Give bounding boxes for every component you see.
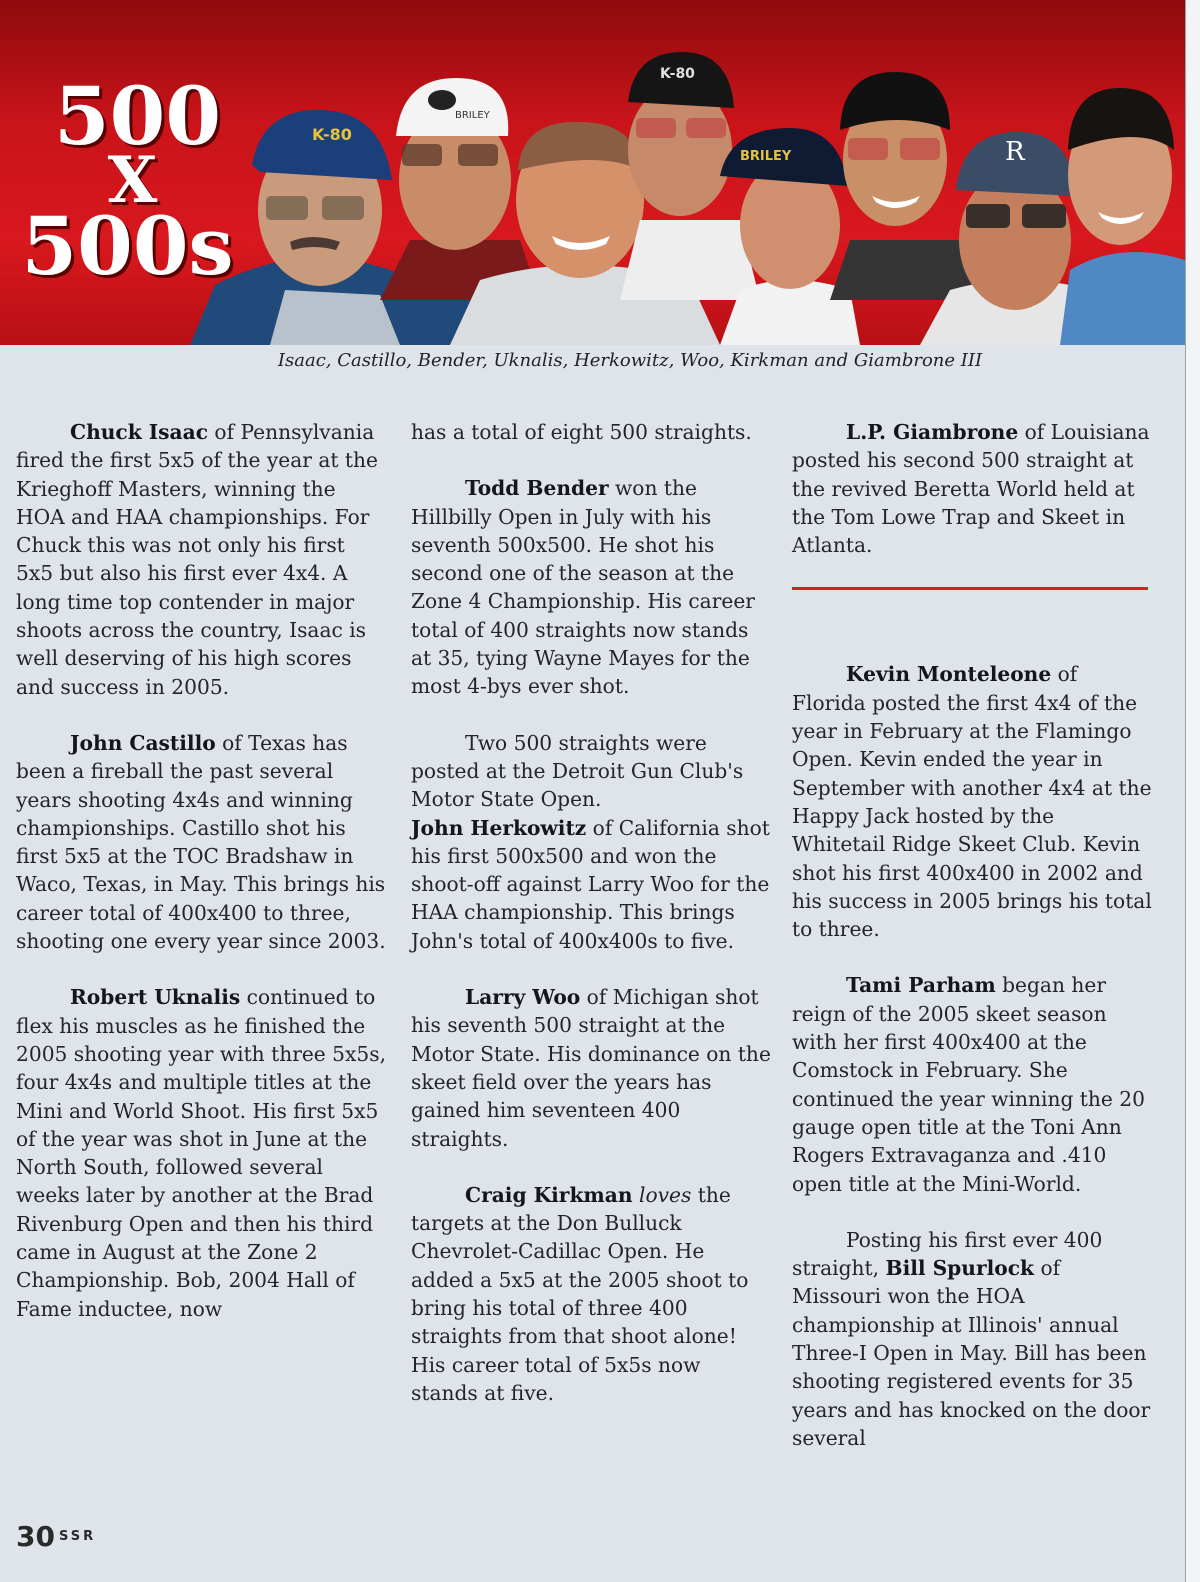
paragraph-uknalis: [16, 983, 388, 1323]
headline-line-2: X: [107, 143, 158, 218]
paragraph-isaac: [16, 418, 388, 701]
text-bender: won the Hillbilly Open in July with his seventh 500x500. He shot his second one of the season at the Zone 4 Championship. His career total of 400 straights now stands at 35, tying Wayne Mayes for the most 4-bys ever shot.: [411, 476, 755, 699]
headline-line-1: 500: [54, 69, 221, 163]
text-spurlock: of Missouri won the HOA championship at Illinois' annual Three-I Open in May. Bill has been shooting registered events for 35 years and has knocked on the door several: [792, 1256, 1151, 1450]
section-divider: [792, 587, 1148, 590]
paragraph-kirkman: [411, 1181, 771, 1407]
cap-label-2: BRILEY: [455, 110, 490, 121]
text-uknalis: continued to flex his muscles as he finished the 2005 shooting year with three 5x5s, four 4x4s and multiple titles at the Mini and World Shoot. His first 5x5 of the year was shot in June at the North South, followed several weeks later by another at the Brad Rivenburg Open and then his third came in August at the Zone 2 Championship. Bob, 2004 Hall of Fame inductee, now: [16, 985, 387, 1321]
cap-label-5: R: [1005, 137, 1025, 167]
paragraph-herkowitz: [411, 729, 771, 955]
text-castillo: of Texas has been a fireball the past several years shooting 4x4s and winning championships. Castillo shot his first 5x5 at the TOC Bradshaw in Waco, Texas, in May. This brings his career total of 400x400 to three, shooting one every year since 2003.: [16, 730, 386, 954]
text-spurlock-intro: Posting his first ever 400 straight,: [792, 1227, 1103, 1281]
text-monteleone: of Florida posted the first 4x4 of the year in February at the Flamingo Open. Kevin ended the year in September with another 4x4 at the Happy Jack hosted by the Whitetail Ridge Skeet Club. Kevin shot his first 400x400 in 2002 and his success in 2005 brings his total to three.: [792, 662, 1152, 942]
paragraph-parham: [792, 971, 1152, 1197]
name-castillo: John Castillo: [70, 730, 216, 755]
portrait-giambrone: [1060, 88, 1190, 345]
name-monteleone: Kevin Monteleone: [846, 662, 1052, 687]
cap-label-4: BRILEY: [740, 149, 792, 164]
name-giambrone: L.P. Giambrone: [846, 420, 1019, 444]
paragraph-bender: [411, 474, 771, 700]
paragraph-woo: [411, 983, 771, 1153]
cap-label-1: K-80: [312, 125, 352, 144]
text-herkowitz: of California shot his first 500x500 and won the shoot-off against Larry Woo for the HAA championship. This brings John's total of 400x400s to five.: [411, 815, 770, 953]
text-motor-state: Two 500 straights were posted at the Detroit Gun Club's Motor State Open.: [411, 730, 744, 812]
text-giambrone: of Louisiana posted his second 500 straight at the revived Beretta World held at the Tom Lowe Trap and Skeet in Atlanta.: [792, 420, 1150, 558]
headline-line-3: 500s: [21, 199, 234, 293]
photo-caption: Isaac, Castillo, Bender, Uknalis, Herkowitz, Woo, Kirkman and Giambrone III: [277, 350, 983, 371]
portrait-castillo: [380, 78, 540, 300]
name-bender: Todd Bender: [465, 476, 609, 501]
page-number: 30: [16, 1520, 55, 1553]
paragraph-uknalis-cont: has a total of eight 500 straights.: [411, 420, 752, 444]
text-parham: began her reign of the 2005 skeet season with her first 400x400 at the Comstock in February. She continued the year winning the 20 gauge open title at the Toni Ann Rogers Extravaganza and .410 open title at the Mini-World.: [792, 973, 1145, 1196]
name-spurlock: Bill Spurlock: [885, 1256, 1035, 1281]
name-kirkman: Craig Kirkman: [465, 1182, 633, 1207]
portrait-woo: [830, 72, 975, 300]
cap-label-3: K-80: [660, 66, 695, 82]
text-isaac: of Pennsylvania fired the first 5x5 of the year at the Krieghoff Masters, winning the HOA and HAA championships. For Chuck this was not only his first 5x5 but also his first ever 4x4. A long time top contender in major shoots across the country, Isaac is well deserving of his high scores and success in 2005.: [16, 420, 378, 699]
paragraph-castillo: [16, 729, 388, 955]
paragraph-monteleone: [792, 660, 1152, 943]
paragraph-spurlock: [792, 1226, 1152, 1452]
headline: [0, 69, 265, 293]
paragraph-giambrone: [792, 418, 1152, 559]
article-column-2: [411, 418, 771, 1435]
article-column-3: [792, 418, 1152, 1480]
page-edge: [1185, 0, 1200, 1582]
portrait-herkowitz: [720, 128, 860, 345]
text-kirkman: the targets at the Don Bulluck Chevrolet-Cadillac Open. He added a 5x5 at the 2005 shoot to bring his total of three 400 straights from that shoot alone! His career total of 5x5s now stands at five.: [411, 1182, 749, 1405]
header-banner: [0, 0, 1200, 345]
name-herkowitz: John Herkowitz: [411, 815, 587, 840]
publication-name: SSR: [58, 1529, 97, 1544]
page-footer: [16, 1520, 96, 1553]
name-woo: Larry Woo: [465, 985, 581, 1010]
name-isaac: Chuck Isaac: [70, 420, 208, 444]
name-uknalis: Robert Uknalis: [70, 985, 241, 1010]
name-parham: Tami Parham: [846, 973, 996, 998]
emphasis-loves: loves: [638, 1182, 692, 1207]
article-column-1: [16, 418, 388, 1351]
text-woo: of Michigan shot his seventh 500 straight at the Motor State. His dominance on the skeet field over the years has gained him seventeen 400 straights.: [411, 985, 771, 1151]
